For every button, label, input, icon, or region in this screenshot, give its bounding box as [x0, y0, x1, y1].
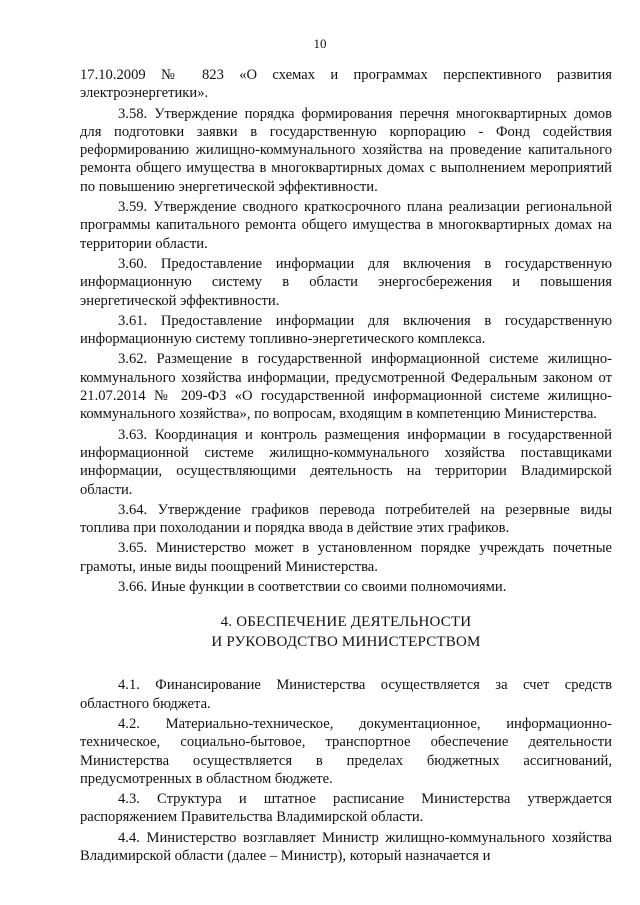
- paragraph: 4.3. Структура и штатное расписание Министерства утверждается распоряжением Правительства Владимирской области.: [80, 791, 612, 826]
- section-4-paragraphs: [80, 676, 612, 865]
- page-number: 10: [313, 36, 327, 51]
- paragraph: 3.60. Предоставление информации для включения в государственную информационную систему в области энергосбережения и повышения энергетической эффективности.: [80, 255, 612, 309]
- section-3-paragraphs: [80, 66, 612, 596]
- paragraph: 4.1. Финансирование Министерства осуществляется за счет средств областного бюджета.: [80, 677, 612, 712]
- paragraph: 4.2. Материально-техническое, документационное, информационно-техническое, социально-бытовое, транспортное обеспечение деятельности Министерства осуществляется в пределах бюджетных ассигнований, предусмотренных в областном бюджете.: [80, 715, 612, 787]
- paragraph: 3.62. Размещение в государственной информационной системе жилищно-коммунального хозяйства информации, предусмотренной Федеральным законом от 21.07.2014 № 209-ФЗ «О государственной информационной системе жилищно-коммунального хозяйства», по вопросам, входящим в компетенцию Министерства.: [80, 351, 612, 423]
- paragraph: 3.63. Координация и контроль размещения информации в государственной информационной системе жилищно-коммунального хозяйства поставщиками информации, осуществляющими деятельность на территории Владимирской области.: [80, 426, 612, 498]
- section-heading-line-1: 4. ОБЕСПЕЧЕНИЕ ДЕЯТЕЛЬНОСТИ: [220, 614, 472, 631]
- paragraph: 3.65. Министерство может в установленном порядке учреждать почетные грамоты, иные виды поощрений Министерства.: [80, 540, 612, 575]
- document-body: [80, 66, 612, 867]
- paragraph: 3.64. Утверждение графиков перевода потребителей на резервные виды топлива при похолодании и порядка ввода в действие этих графиков.: [80, 501, 612, 537]
- paragraph: 4.4. Министерство возглавляет Министр жилищно-коммунального хозяйства Владимирской области (далее – Министр), который назначается и: [80, 829, 612, 864]
- section-heading: [80, 612, 612, 652]
- section-heading-line-2: И РУКОВОДСТВО МИНИСТЕРСТВОМ: [211, 634, 481, 651]
- paragraph: 3.58. Утверждение порядка формирования перечня многоквартирных домов для подготовки заявки в государственную корпорацию - Фонд содействия реформированию жилищно-коммунального хозяйства на проведение капитального ремонта общего имущества в многоквартирных домах с выполнением мероприятий по повышению энергетической эффективности.: [80, 105, 612, 195]
- paragraph: 3.59. Утверждение сводного краткосрочного плана реализации региональной программы капитального ремонта общего имущества в многоквартирных домах на территории области.: [80, 199, 612, 252]
- paragraph: 17.10.2009 № 823 «О схемах и программах перспективного развития электроэнергетики».: [80, 67, 612, 102]
- paragraph: 3.66. Иные функции в соответствии со своими полномочиями.: [118, 579, 507, 596]
- paragraph: 3.61. Предоставление информации для включения в государственную информационную систему топливно-энергетического комплекса.: [80, 312, 612, 348]
